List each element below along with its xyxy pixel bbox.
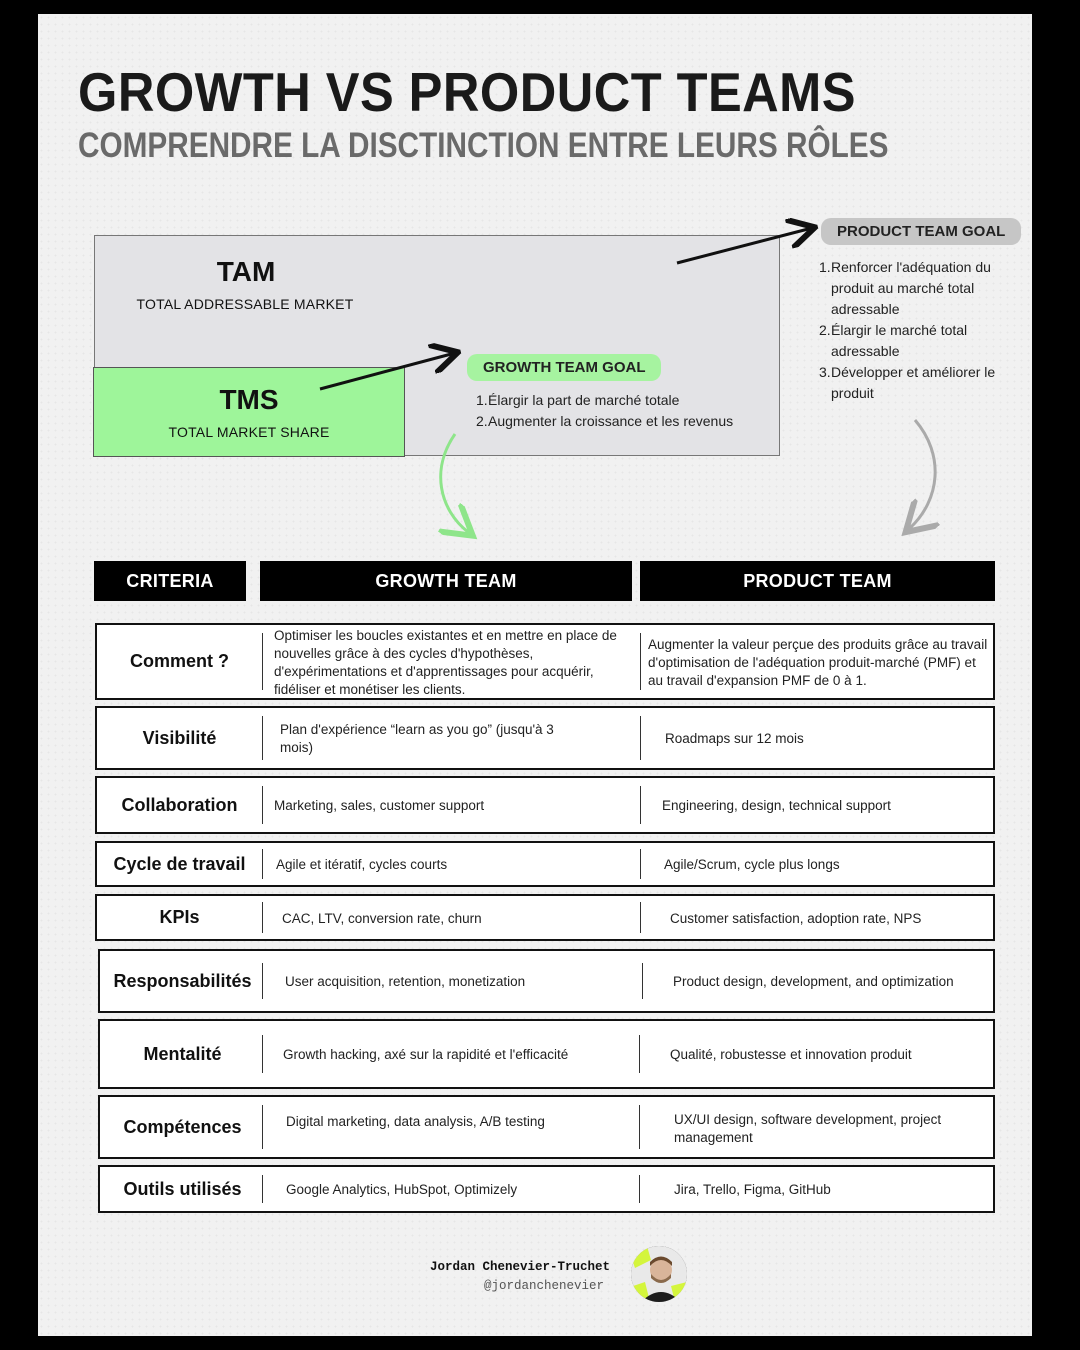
- tms-caption: TOTAL MARKET SHARE: [168, 424, 330, 440]
- row-product: Agile/Scrum, cycle plus longs: [664, 857, 840, 872]
- author-name: Jordan Chenevier-Truchet: [430, 1260, 611, 1274]
- row-criteria: Mentalité: [143, 1043, 222, 1064]
- row-criteria: Cycle de travail: [113, 853, 246, 874]
- row-criteria: Visibilité: [142, 727, 217, 748]
- table-row: [95, 623, 995, 700]
- row-product: Augmenter la valeur perçue des produits grâce au travail d'optimisation de l'adéquation produit-marché (PMF) et au travail d'expansion PMF de 0 à 1.: [648, 636, 988, 688]
- page-title: GROWTH VS PRODUCT TEAMS: [78, 61, 857, 123]
- row-product: Engineering, design, technical support: [662, 798, 891, 813]
- row-growth: Digital marketing, data analysis, A/B testing: [286, 1114, 545, 1129]
- table-row: [95, 894, 995, 941]
- row-criteria: Comment ?: [130, 651, 229, 671]
- author-handle: @jordanchenevier: [484, 1279, 605, 1293]
- row-product: Customer satisfaction, adoption rate, NPS: [670, 910, 922, 926]
- product-goal-pill: PRODUCT TEAM GOAL: [821, 218, 1021, 245]
- growth-goal-item: 1. Élargir la part de marché totale: [476, 392, 680, 408]
- row-growth: Marketing, sales, customer support: [274, 798, 485, 813]
- avatar: [631, 1246, 687, 1302]
- table-row: [98, 1165, 995, 1213]
- tam-label: TAM: [216, 256, 276, 287]
- table-row: [95, 706, 995, 770]
- product-curve-arrow: [910, 420, 935, 528]
- table-row: [95, 841, 995, 887]
- header-product-team: PRODUCT TEAM: [640, 561, 995, 601]
- table-row: [98, 1095, 995, 1159]
- row-growth: Optimiser les boucles existantes et en mettre en place de nouvelles grâce à des cycles d'hypothèses, d'expérimentations et d'apprentissages pour acquérir, fidéliser et monétiser les clients.: [274, 627, 617, 697]
- row-product: Jira, Trello, Figma, GitHub: [674, 1182, 831, 1197]
- row-criteria: Collaboration: [121, 794, 238, 815]
- row-product: UX/UI design, software development, project management: [674, 1112, 942, 1145]
- row-growth: Google Analytics, HubSpot, Optimizely: [286, 1182, 518, 1197]
- growth-curve-arrow: [441, 434, 468, 532]
- table-row: [95, 776, 995, 834]
- growth-goal-pill: GROWTH TEAM GOAL: [467, 354, 661, 381]
- row-product: Qualité, robustesse et innovation produit: [670, 1047, 912, 1062]
- row-criteria: Responsabilités: [113, 970, 252, 991]
- product-goal-item: 3. Développer et améliorer le produit: [819, 364, 996, 401]
- tam-arrow: [677, 228, 812, 263]
- row-criteria: KPIs: [159, 907, 200, 927]
- header-growth-team: GROWTH TEAM: [260, 561, 632, 601]
- table-row: [98, 949, 995, 1013]
- growth-goal-item: 2. Augmenter la croissance et les revenus: [476, 413, 734, 429]
- table-row: [98, 1019, 995, 1089]
- row-criteria: Outils utilisés: [123, 1178, 242, 1199]
- tam-caption: TOTAL ADDRESSABLE MARKET: [136, 296, 354, 312]
- row-growth: CAC, LTV, conversion rate, churn: [282, 910, 482, 926]
- product-goal-item: 1. Renforcer l'adéquation du produit au marché total adressable: [819, 259, 991, 317]
- product-goal-item: 2. Élargir le marché total adressable: [819, 322, 968, 359]
- row-growth: Agile et itératif, cycles courts: [276, 857, 448, 872]
- row-criteria: Compétences: [123, 1116, 242, 1137]
- page-subtitle: COMPRENDRE LA DISCTINCTION ENTRE LEURS RÔLES: [78, 126, 889, 165]
- row-growth: User acquisition, retention, monetization: [285, 974, 526, 989]
- tms-arrow: [320, 353, 455, 389]
- header-criteria: CRITERIA: [94, 561, 246, 601]
- row-product: Roadmaps sur 12 mois: [665, 731, 804, 746]
- row-growth: Plan d'expérience “learn as you go” (jusqu'à 3 mois): [280, 722, 554, 755]
- row-product: Product design, development, and optimization: [673, 974, 954, 989]
- row-growth: Growth hacking, axé sur la rapidité et l'efficacité: [283, 1047, 569, 1062]
- tms-label: TMS: [219, 384, 279, 415]
